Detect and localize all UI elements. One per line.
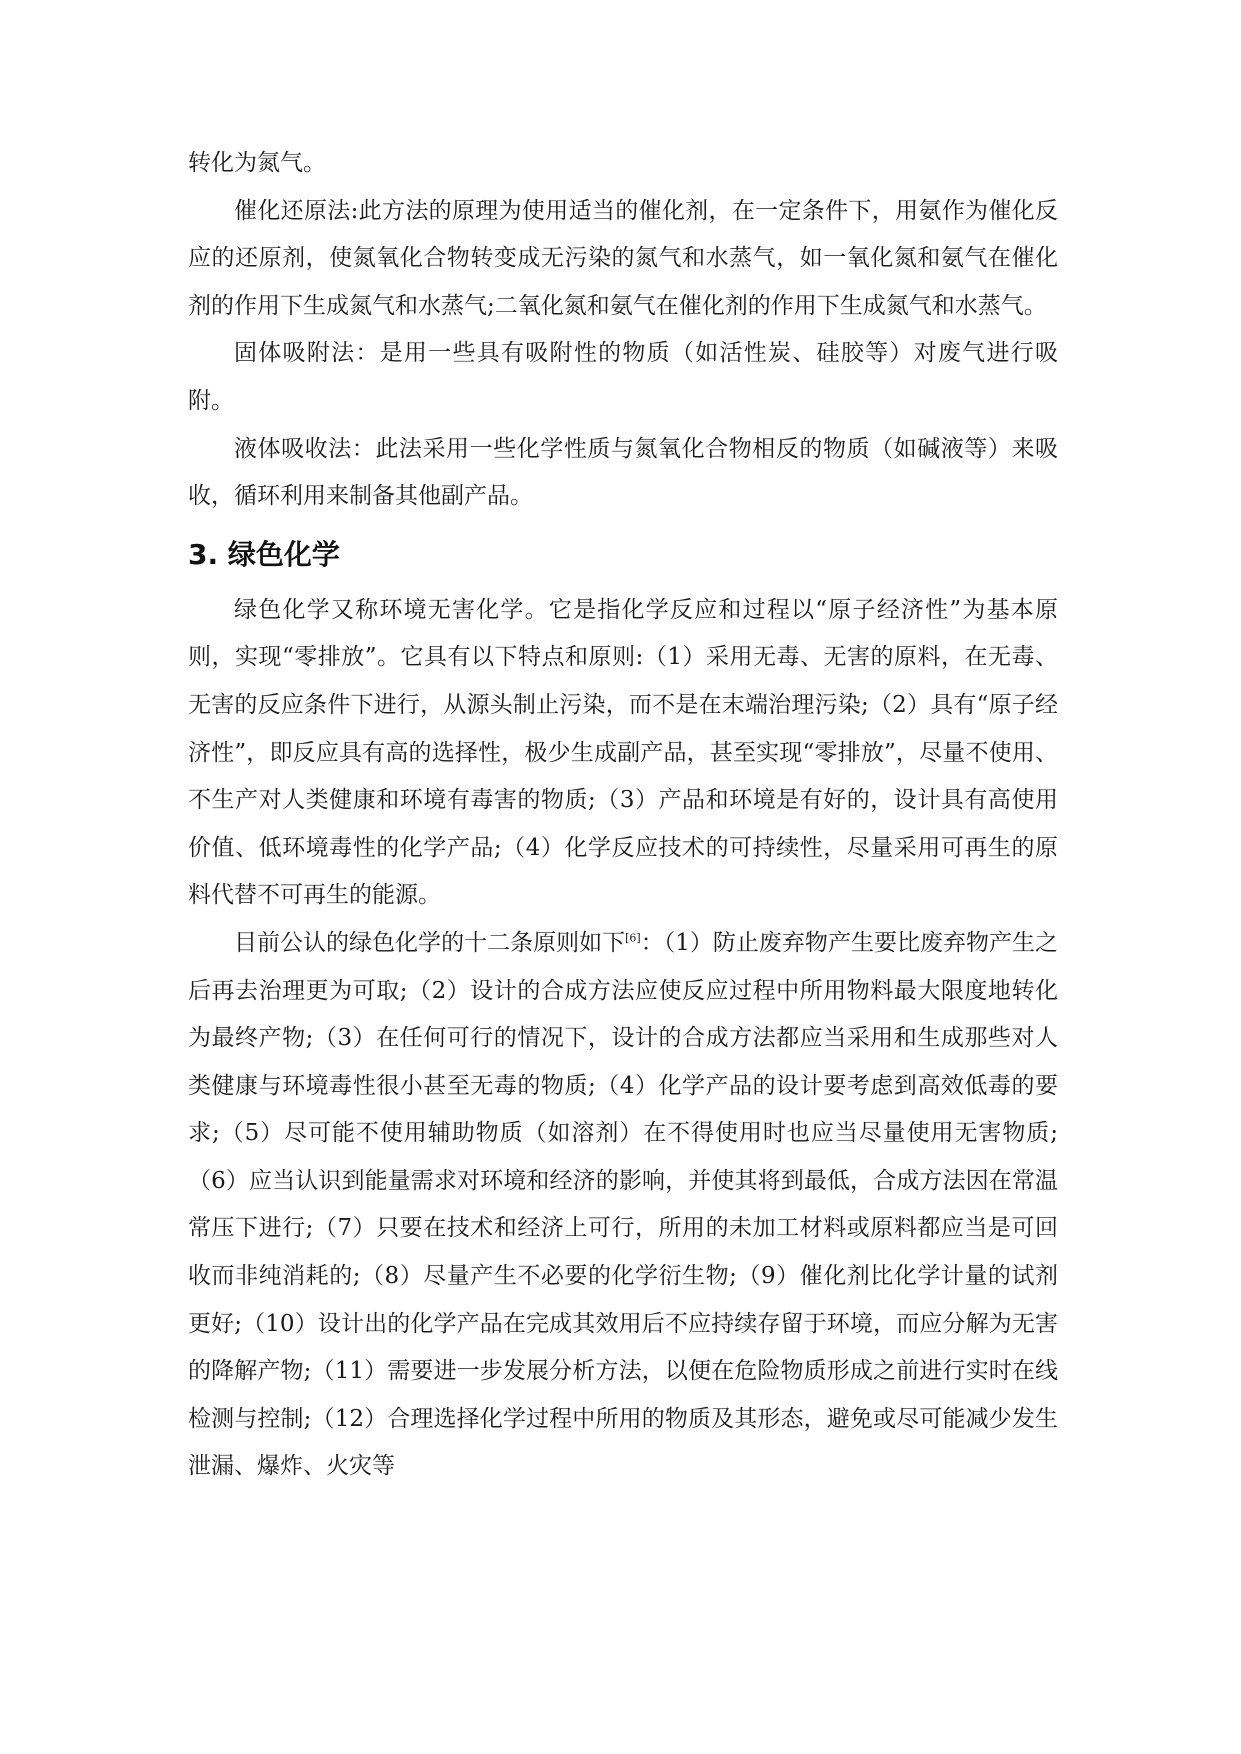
principles-lead-text: 目前公认的绿色化学的十二条原则如下 <box>234 929 626 956</box>
paragraph-solid-adsorption: 固体吸附法：是用一些具有吸附性的物质（如活性炭、硅胶等）对废气进行吸附。 <box>188 340 1058 414</box>
principles-body-text: ：（1）防止废弃物产生要比废弃物产生之后再去治理更为可取;（2）设计的合成方法应使反应过程中所用物料最大限度地转化为最终产物;（3）在任何可行的情况下，设计的合成方法都应当采用和生成那些对人类健康与环境毒性很小甚至无毒的物质;（4）化学产品的设计要考虑到高效低毒的要求;（5）尽可能不使用辅助物质（如溶剂）在不得使用时也应当尽量使用无害物质;（6）应当认识到能量需求对环境和经济的影响，并使其将到最低，合成方法因在常温常压下进行;（7）只要在技术和经济上可行，所用的未加工材料或原料都应当是可回收而非纯消耗的;（8）尽量产生不必要的化学衍生物;（9）催化剂比化学计量的试剂更好;（10）设计出的化学产品在完成其效用后不应持续存留于环境，而应分解为无害的降解产物;（11）需要进一步发展分析方法，以便在危险物质形成之前进行实时在线检测与控制;（12）合理选择化学过程中所用的物质及其形态，避免或尽可能减少发生泄漏、爆炸、火灾等 <box>188 929 1059 1480</box>
document-body <box>188 140 1058 1491</box>
paragraph-continuation: 转化为氮气。 <box>188 150 326 176</box>
paragraph-twelve-principles <box>188 920 1058 1491</box>
citation-marker[interactable]: [6] <box>625 931 641 945</box>
paragraph-catalytic-reduction: 催化还原法:此方法的原理为使用适当的催化剂，在一定条件下，用氨作为催化反应的还原剂，使氮氧化合物转变成无污染的氮气和水蒸气，如一氧化氮和氨气在催化剂的作用下生成氮气和水蒸气;二氧化氮和氨气在催化剂的作用下生成氮气和水蒸气。 <box>188 197 1058 319</box>
section-heading: 3. 绿色化学 <box>188 537 340 571</box>
paragraph-liquid-absorption: 液体吸收法：此法采用一些化学性质与氮氧化合物相反的物质（如碱液等）来吸收，循环利用来制备其他副产品。 <box>188 435 1058 510</box>
paragraph-green-chemistry: 绿色化学又称环境无害化学。它是指化学反应和过程以“原子经济性”为基本原则，实现“零排放”。它具有以下特点和原则:（1）采用无毒、无害的原料，在无毒、无害的反应条件下进行，从源头制止污染，而不是在末端治理污染;（2）具有“原子经济性”，即反应具有高的选择性，极少生成副产品，甚至实现“零排放”，尽量不使用、不生产对人类健康和环境有毒害的物质;（3）产品和环境是有好的，设计具有高使用价值、低环境毒性的化学产品;（4）化学反应技术的可持续性，尽量采用可再生的原料代替不可再生的能源。 <box>188 596 1058 909</box>
